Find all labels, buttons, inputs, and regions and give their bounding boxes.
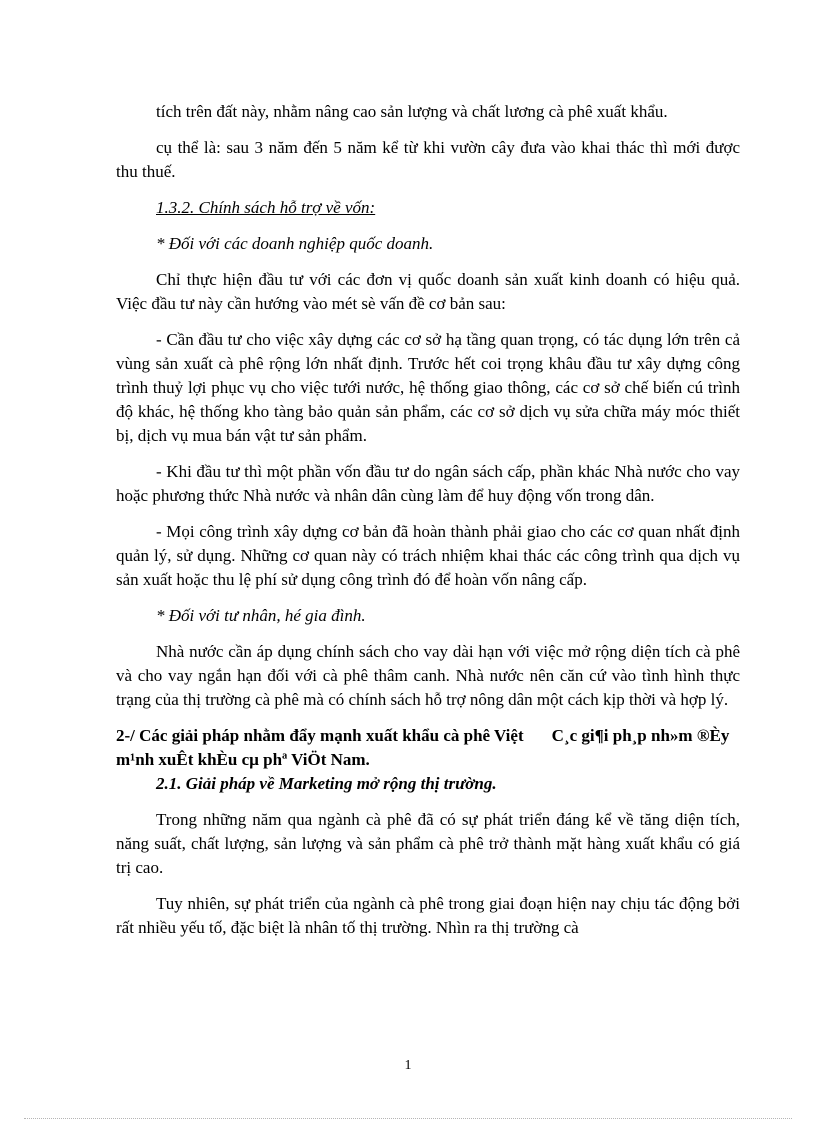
page-body <box>116 100 740 940</box>
subheading-private-households: * Đối với tư nhân, hé gia đình. <box>156 606 366 625</box>
paragraph-industry-growth: Trong những năm qua ngành cà phê đã có sự phát triển đáng kể về tăng diện tích, năng suất, chất lượng, sản lượng và sản phẩm cà phê trở thành mặt hàng xuất khẩu có giá trị cao. <box>116 810 740 877</box>
paragraph-state-investment: Chỉ thực hiện đầu tư với các đơn vị quốc doanh sản xuất kinh doanh có hiệu quả. Việc đầu tư này cần hướng vào mét sè vấn đề cơ bản sau: <box>116 270 740 313</box>
paragraph-capital-source: - Khi đầu tư thì một phần vốn đầu tư do ngân sách cấp, phần khác Nhà nước cho vay hoặc phương thức Nhà nước và nhân dân cùng làm để huy động vốn trong dân. <box>116 462 740 505</box>
section-heading-2-vietnamese: 2-/ Các giải pháp nhằm đẩy mạnh xuất khẩu cà phê Việt <box>116 726 524 745</box>
section-heading-2 <box>116 724 740 772</box>
section-heading-1-3-2-text: 1.3.2. Chính sách hỗ trợ về vốn: <box>156 198 376 217</box>
paragraph-market-factors: Tuy nhiên, sự phát triển của ngành cà phê trong giai đoạn hiện nay chịu tác động bởi rất nhiều yếu tố, đặc biệt là nhân tố thị trường. Nhìn ra thị trường cà <box>116 894 740 937</box>
section-heading-1-3-2 <box>116 196 740 220</box>
page-bottom-divider <box>24 1118 792 1119</box>
paragraph-construction-handover: - Mọi công trình xây dựng cơ bản đã hoàn thành phải giao cho các cơ quan nhất định quản lý, sử dụng. Những cơ quan này có trách nhiệm khai thác các công trình qua dịch vụ sản xuất hoặc thu lệ phí sử dụng công trình đó để hoàn vốn nâng cấp. <box>116 522 740 589</box>
paragraph-loan-policy: Nhà nước cần áp dụng chính sách cho vay dài hạn với việc mở rộng diện tích cà phê và cho vay ngắn hạn đối với cà phê thâm canh. Nhà nước nên căn cứ vào tình hình thực trạng của thị trường cà phê mà có chính sách hỗ trợ nông dân một cách kịp thời và hợp lý. <box>116 642 740 709</box>
subheading-state-enterprises: * Đối với các doanh nghiệp quốc doanh. <box>156 234 434 253</box>
section-heading-2-garbled: C¸c gi¶i ph¸p nh»m ®Èy m¹nh xuÊt khÈu cµ phª ViÖt Nam. <box>116 726 730 769</box>
page-number: 1 <box>404 1058 412 1073</box>
paragraph-continuation: tích trên đất này, nhằm nâng cao sản lượng và chất lương cà phê xuất khẩu. <box>156 102 668 121</box>
paragraph-infrastructure: - Cần đầu tư cho việc xây dựng các cơ sở hạ tầng quan trọng, có tác dụng lớn trên cả vùng sản xuất cà phê rộng lớn nhất định. Trước hết coi trọng khâu đầu tư xây dựng công trình thuỷ lợi phục vụ cho việc tưới nước, hệ thống giao thông, các cơ sở chế biến cú trình độ khác, hệ thống kho tàng bảo quản sản phẩm, các cơ sở dịch vụ sửa chữa máy móc thiết bị, dịch vụ mua bán vật tư sản phẩm. <box>116 330 740 445</box>
section-heading-2-1: 2.1. Giải pháp về Marketing mở rộng thị trường. <box>156 774 497 793</box>
paragraph-tax-detail: cụ thể là: sau 3 năm đến 5 năm kể từ khi vườn cây đưa vào khai thác thì mới được thu thuế. <box>116 138 740 181</box>
